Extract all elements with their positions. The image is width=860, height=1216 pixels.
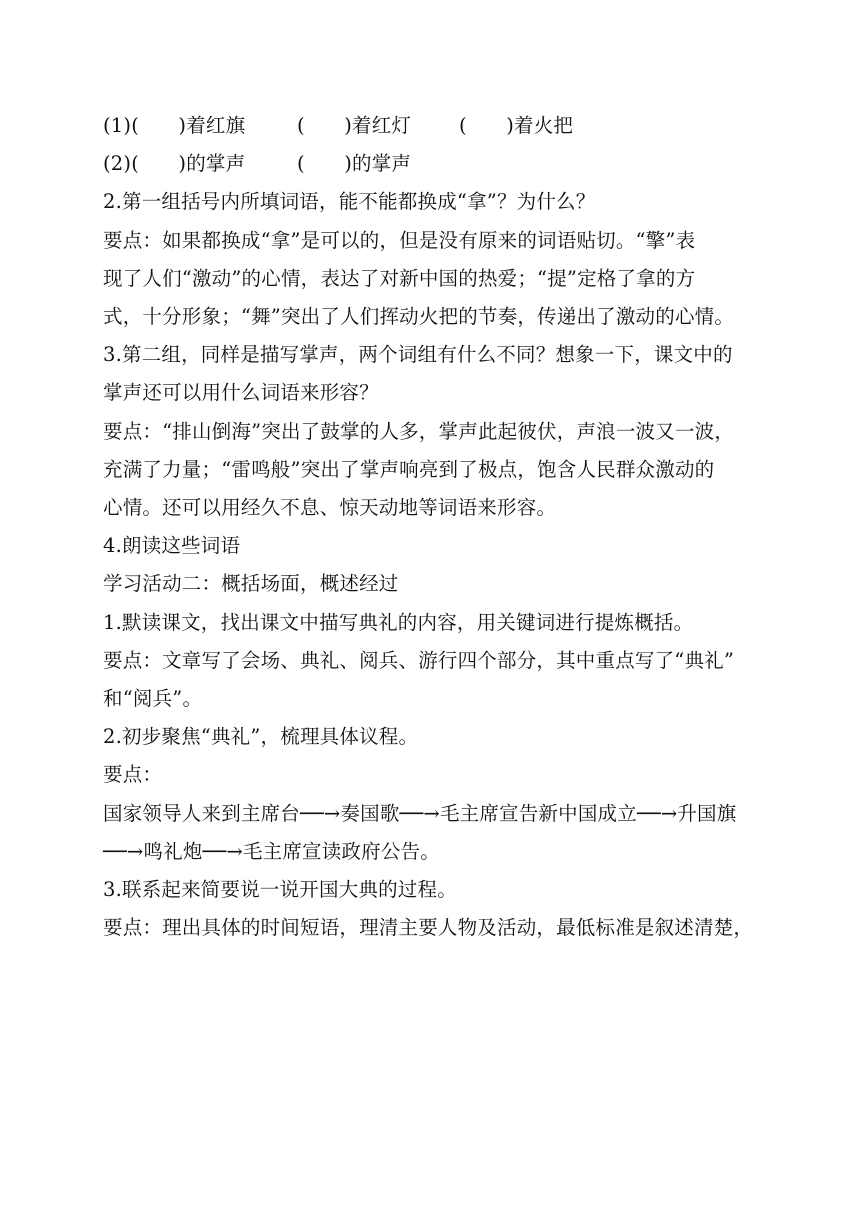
task-2: 2.初步聚焦“典礼”，梳理具体议程。: [103, 725, 419, 749]
document-page: [103, 107, 763, 947]
question-3-cont: 掌声还可以用什么词语来形容？: [103, 381, 379, 405]
agenda-flow: 国家领导人来到主席台──→奏国歌──→毛主席宣告新中国成立──→升国旗: [103, 801, 737, 825]
task-3: 3.联系起来简要说一说开国大典的过程。: [103, 878, 457, 902]
answer-line: 式，十分形象；“舞”突出了人们挥动火把的节奏，传递出了激动的心情。: [103, 305, 735, 329]
answer-line: 要点：文章写了会场、典礼、阅兵、游行四个部分，其中重点写了“典礼”: [103, 648, 735, 672]
agenda-flow-cont: ──→鸣礼炮──→毛主席宣读政府公告。: [103, 839, 440, 863]
answer-line: 要点：“排山倒海”突出了鼓掌的人多，掌声此起彼伏，声浪一波又一波，: [103, 419, 735, 443]
answer-line: 心情。还可以用经久不息、惊天动地等词语来形容。: [103, 496, 557, 520]
answer-line: 要点：理出具体的时间短语，理清主要人物及活动，最低标准是叙述清楚，: [103, 916, 754, 940]
answer-line: 和“阅兵”。: [103, 687, 203, 711]
fill-in-row-1: [103, 107, 763, 145]
answer-line: 现了人们“激动”的心情，表达了对新中国的热爱；“提”定格了拿的方: [103, 266, 696, 290]
fill-in-blank: ( )着火把: [459, 114, 574, 137]
answer-line: 要点：如果都换成“拿”是可以的，但是没有原来的词语贴切。“擎”表: [103, 228, 696, 252]
fill-in-blank: (1)( )着红旗: [103, 114, 246, 137]
answer-line: 充满了力量；“雷鸣般”突出了掌声响亮到了极点，饱含人民群众激动的: [103, 457, 715, 481]
fill-in-blank: ( )着红灯: [297, 114, 412, 137]
section-heading: 学习活动二：概括场面，概述经过: [103, 572, 399, 596]
question-3: 3.第二组，同样是描写掌声，两个词组有什么不同？想象一下，课文中的: [103, 343, 733, 367]
fill-in-blank: (2)( )的掌声: [103, 152, 246, 176]
answer-label: 要点：: [103, 763, 163, 787]
question-2: 2.第一组括号内所填词语，能不能都换成“拿”？为什么？: [103, 190, 596, 214]
fill-in-blank: ( )的掌声: [297, 152, 412, 176]
fill-in-row-2: [103, 145, 763, 183]
question-4: 4.朗读这些词语: [103, 534, 241, 558]
task-1: 1.默读课文，找出课文中描写典礼的内容，用关键词进行提炼概括。: [103, 610, 694, 634]
